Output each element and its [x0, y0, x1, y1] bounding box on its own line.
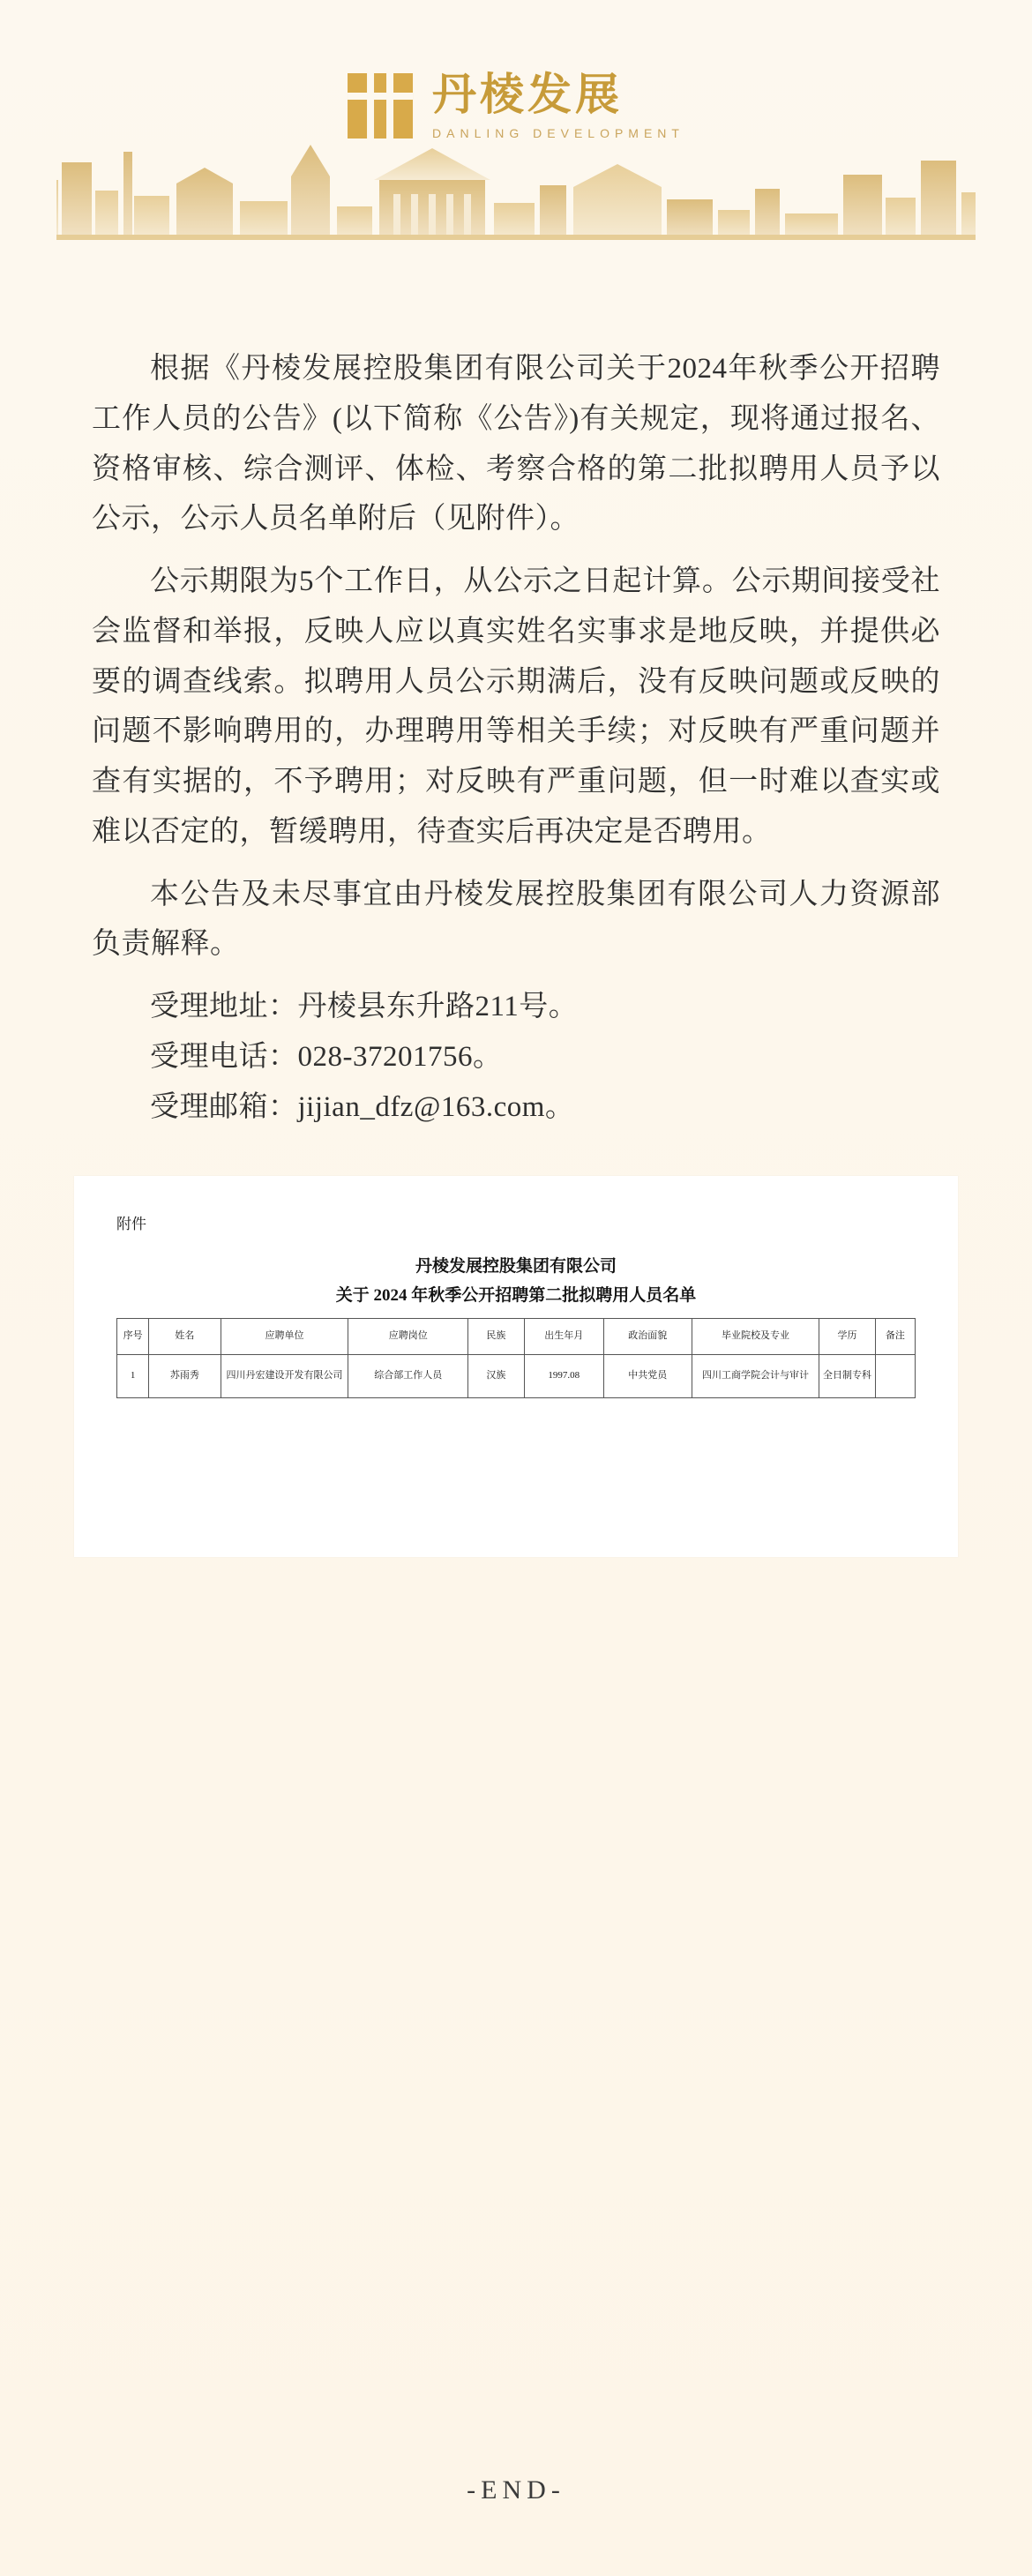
- page-header: [56, 0, 976, 344]
- cell-political: 中共党员: [604, 1355, 692, 1398]
- page-footer: [0, 2475, 1032, 2505]
- attachment-title-line1: 丹棱发展控股集团有限公司: [415, 1257, 617, 1277]
- table-row: [117, 1355, 916, 1398]
- paragraph-1: 根据《丹棱发展控股集团有限公司关于2024年秋季公开招聘工作人员的公告》(以下简称《公告》)有关规定，现将通过报名、资格审核、综合测评、体检、考察合格的第二批拟聘用人员予以公示，公示人员名单附后（见附件）。: [92, 353, 940, 535]
- column-header-political: 政治面貌: [604, 1319, 692, 1355]
- logo-english-name: DANLING DEVELOPMENT: [432, 126, 684, 140]
- announcement-body: [56, 344, 976, 1132]
- contact-address: 受理地址：丹棱县东升路211号。: [150, 991, 579, 1022]
- paragraph-2: 公示期限为5个工作日，从公示之日起计算。公示期间接受社会监督和举报，反映人应以真实姓名实事求是地反映，并提供必要的调查线索。拟聘用人员公示期满后，没有反映问题或反映的问题不影响聘用的，办理聘用等相关手续；对反映有严重问题并查有实据的，不予聘用；对反映有严重问题，但一时难以查实或难以否定的，暂缓聘用，待查实后再决定是否聘用。: [92, 565, 940, 848]
- column-header-ethnicity: 民族: [468, 1319, 524, 1355]
- column-header-name: 姓名: [149, 1319, 221, 1355]
- cell-post: 综合部工作人员: [348, 1355, 468, 1398]
- roster-table: [116, 1318, 916, 1398]
- paragraph-3: 本公告及未尽事宜由丹棱发展控股集团有限公司人力资源部负责解释。: [92, 878, 940, 961]
- column-header-birth: 出生年月: [524, 1319, 604, 1355]
- attachment-title-line2: 关于 2024 年秋季公开招聘第二批拟聘用人员名单: [335, 1286, 697, 1306]
- cell-education: 全日制专科: [819, 1355, 875, 1398]
- cell-ethnicity: 汉族: [468, 1355, 524, 1398]
- logo-mark-icon: [348, 73, 413, 139]
- logo-text: [432, 71, 684, 140]
- column-header-note: 备注: [875, 1319, 915, 1355]
- column-header-education: 学历: [819, 1319, 875, 1355]
- logo-chinese-name: 丹棱发展: [432, 70, 624, 119]
- column-header-unit: 应聘单位: [221, 1319, 348, 1355]
- column-header-post: 应聘岗位: [348, 1319, 468, 1355]
- cell-unit: 四川丹宏建设开发有限公司: [221, 1355, 348, 1398]
- cell-no: 1: [117, 1355, 149, 1398]
- cell-birth: 1997.08: [524, 1355, 604, 1398]
- cell-major: 四川工商学院会计与审计: [692, 1355, 819, 1398]
- contact-email: 受理邮箱：jijian_dfz@163.com。: [150, 1090, 575, 1123]
- end-marker: -END-: [467, 2475, 565, 2505]
- column-header-major: 毕业院校及专业: [692, 1319, 819, 1355]
- brand-logo: [348, 71, 684, 140]
- column-header-no: 序号: [117, 1319, 149, 1355]
- cell-name: 苏雨秀: [149, 1355, 221, 1398]
- attachment-card: [74, 1176, 958, 1557]
- cell-note: [875, 1355, 915, 1398]
- skyline-illustration: [56, 125, 976, 240]
- contact-phone: 受理电话：028-37201756。: [150, 1040, 503, 1073]
- table-header-row: [117, 1319, 916, 1355]
- attachment-label: 附件: [116, 1216, 146, 1233]
